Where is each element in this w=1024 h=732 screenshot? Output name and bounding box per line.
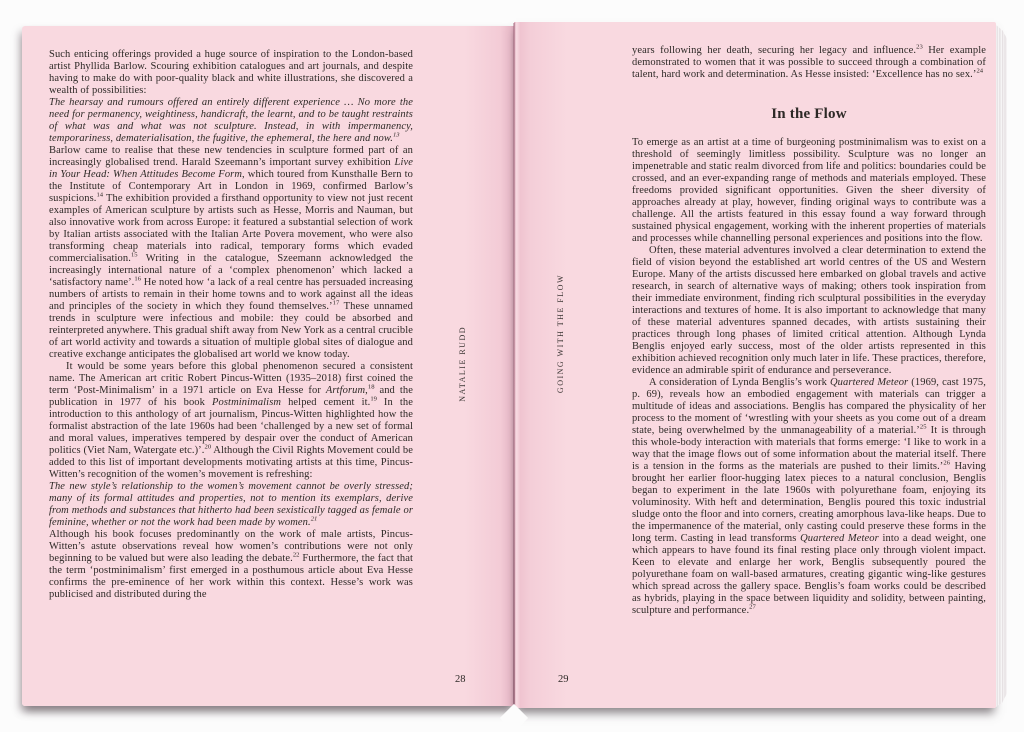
footnote-reference: 26 xyxy=(943,459,950,467)
paragraph: It would be some years before this global phenomenon secured a consistent name. The American art critic Robert Pincus-Witten (1935–2018) first coined the term ‘Post-Minimalism’ in a 1971 article on Eva Hesse for Artforum,$^{18}$ and the publication in 1977 of his book Postminimalism helped cement it.$^{19}$ In the introduction to this anthology of art journalism, Pincus-Witten highlighted how the formalist abstraction of the late 1960s had been ‘challenged by a new set of formal and moral values, imperatives tempered by despair over the conduct of American politics (Viet Nam, Watergate etc.)’.$^{20}$ Although the Civil Rights Movement could be added to this list of important developments motivating artists at this time, Pincus-Witten’s recognition of the women’s movement is refreshing: xyxy=(49,361,414,480)
paragraph: Often, these material adventures involved a clear determination to extend the field of vision beyond the established art world centres of the US and Western Europe. Many of the artists discussed here embarked on global travels and active research, in search of alternative ways of making; others took inspiration from their immediate environment, finding rich sculptural possibilities in the everyday interactions and textures of home. It is also important to acknowledge that many of these material adventures spanned decades, with artists sustaining their practices through long phases of limited critical attention. Although Lynda Benglis enjoyed early success, most of the older artists represented in this exhibition achieved recognition only much later in life. These practices, therefore, evidence an admirable spirit of endurance and perseverance. xyxy=(632,245,986,376)
running-head-chapter: GOING WITH THE FLOW xyxy=(556,274,565,394)
footnote-reference: 22 xyxy=(292,551,300,559)
running-head-author: NATALIE RUDD xyxy=(458,326,467,402)
paragraph: Although his book focuses predominantly on the work of male artists, Pincus-Witten’s astute observations reveal how women’s contributions were not only beginning to be valued but were also leading the debate.$^{22}$ Furthermore, the fact that the term ‘postminimalism’ first emerged in a posthumous article about Eva Hesse confirms the pre-eminence of her work within this context. Hesse’s work was publicised and distributed during the xyxy=(49,529,413,600)
footnote-reference: 19 xyxy=(370,395,377,403)
block-quote: The new style’s relationship to the women’s movement cannot be overly stressed; many of its formal attitudes and properties, not to mention its exemplars, derive from methods and substances that hitherto had been sexistically tagged as female or feminine, whether or not the work had been made by women.$^{21}$ xyxy=(49,481,413,528)
book-gutter xyxy=(513,23,515,707)
footnote-reference: 24 xyxy=(976,67,984,75)
footnote-reference: 21 xyxy=(310,515,318,523)
paragraph: Such enticing offerings provided a huge source of inspiration to the London-based artist Phyllida Barlow. Scouring exhibition catalogues and art journals, and despite having to make do with poor-quality black and white illustrations, she discovered a wealth of possibilities: xyxy=(49,49,413,96)
paragraph: A consideration of Lynda Benglis’s work Quartered Meteor (1969, cast 1975, p. 69), reveals how an embodied engagement with materials can trigger a multitude of ideas and associations. Benglis has compared the physicality of her process to the moment of ‘wrestling with your sheets as you come out of a dream state, being overwhelmed by the unmanageability of a material.’$^{25}$ It is through this whole-body interaction with materials that forms emerge: ‘I like to work in a way that the image flows out of some information about the material itself. There is a tension in the forms as the materials are pushed to their limits.’$^{26}$ Having brought her earlier floor-hugging latex pieces to a natural conclusion, Benglis began to experiment in the late 1960s with polyurethane foam, enjoying its voluminosity. With heft and determination, Benglis poured this toxic industrial sludge onto the floor and into corners, creating amorphous lava-like heaps. Due to the impermanence of the material, only casting could preserve these forms in the long term. Casting in lead transforms Quartered Meteor into a dead weight, one which appears to have found its final resting place only through violent impact. Keen to elevate and enlarge her work, Benglis subsequently poured the polyurethane foam on wall-based armatures, creating gigantic wing-like gestures which spread across the gallery space. Benglis’s foam works could be described as hybrids, playing in the space between liquidity and solidity, between painting, sculpture and performance.$^{27}$ xyxy=(632,377,987,616)
paragraph: To emerge as an artist at a time of burgeoning postminimalism was to exist on a threshold of seemingly limitless possibility. Sculpture was no longer an impenetrable and static realm divorced from life and politics: boundaries could be crossed, and an ever-expanding range of methods and materials employed. These freedoms provided significant opportunities. Given the sheer diversity of approaches already at play, however, finding original ways to contribute was a challenge. All the artists featured in this essay found a way forward through sustained physical engagement, working with the inherent properties of materials and processes while channelling personal experiences and positions into the flow. xyxy=(632,137,986,244)
footnote-reference: 13 xyxy=(392,131,400,139)
gutter-shadow-notch xyxy=(500,704,528,732)
footnote-reference: 27 xyxy=(749,603,756,611)
page-number-left: 28 xyxy=(455,674,466,685)
footnote-reference: 18 xyxy=(367,383,375,391)
footnote-reference: 20 xyxy=(204,443,212,451)
block-quote: The hearsay and rumours offered an entirely different experience … No more the need for permanency, weightiness, handicraft, the learnt, and to be taught restraints of what was and what was not sculpture. Instead, in with impermanency, temporariness, dematerialisation, the fugitive, the ephemeral, the here and now.$^{13}$ xyxy=(49,97,413,144)
footnote-reference: 17 xyxy=(332,299,340,307)
left-page xyxy=(22,26,514,706)
page-edge-stack xyxy=(996,25,1007,707)
left-page-text-column xyxy=(49,49,413,601)
paragraph: years following her death, securing her legacy and influence.$^{23}$ Her example demonstrated to women that it was possible to succeed through a combination of talent, hard work and determination. As Hesse insisted: ‘Excellence has no sex.’$^{24}$ xyxy=(632,43,987,80)
footnote-reference: 15 xyxy=(130,251,138,259)
section-heading: In the Flow xyxy=(771,106,847,122)
footnote-reference: 23 xyxy=(916,43,923,51)
footnote-reference: 25 xyxy=(919,423,927,431)
open-book xyxy=(22,21,1006,711)
footnote-reference: 16 xyxy=(134,275,142,283)
right-page xyxy=(514,22,996,708)
page-number-right: 29 xyxy=(558,674,569,685)
paragraph: Barlow came to realise that these new tendencies in sculpture formed part of an increasingly globalised trend. Harald Szeemann’s important survey exhibition Live in Your Head: When Attitudes Become Form, which toured from Kunsthalle Bern to the Institute of Contemporary Art in London in 1969, confirmed Barlow’s suspicions.$^{14}$ The exhibition provided a firsthand opportunity to view not just recent examples of American sculpture by artists such as Hesse, Morris and Nauman, but also innovative work from across Europe: it featured a substantial selection of work by Italian artists associated with the Italian Arte Povera movement, who were also transforming cheap materials into radical, temporary forms which evaded commercialisation.$^{15}$ Writing in the catalogue, Szeemann acknowledged the increasingly international nature of a ‘complex phenomenon’ which lacked a ‘satisfactory name’.$^{16}$ He noted how ‘a lack of a real centre has persuaded increasing numbers of artists to remain in their home towns and to work against all the ideas and principles of the society in which they found themselves.’$^{17}$ These unnamed trends in sculpture were infectious and mobile: they could be absorbed and reinterpreted anywhere. This gradual shift away from New York as a central crucible of art world activity and towards a situation of multiple global sites of dialogue and creative exchange anticipates the globalised art world we know today. xyxy=(49,145,413,360)
right-page-text-column xyxy=(632,45,986,617)
footnote-reference: 14 xyxy=(96,191,104,199)
